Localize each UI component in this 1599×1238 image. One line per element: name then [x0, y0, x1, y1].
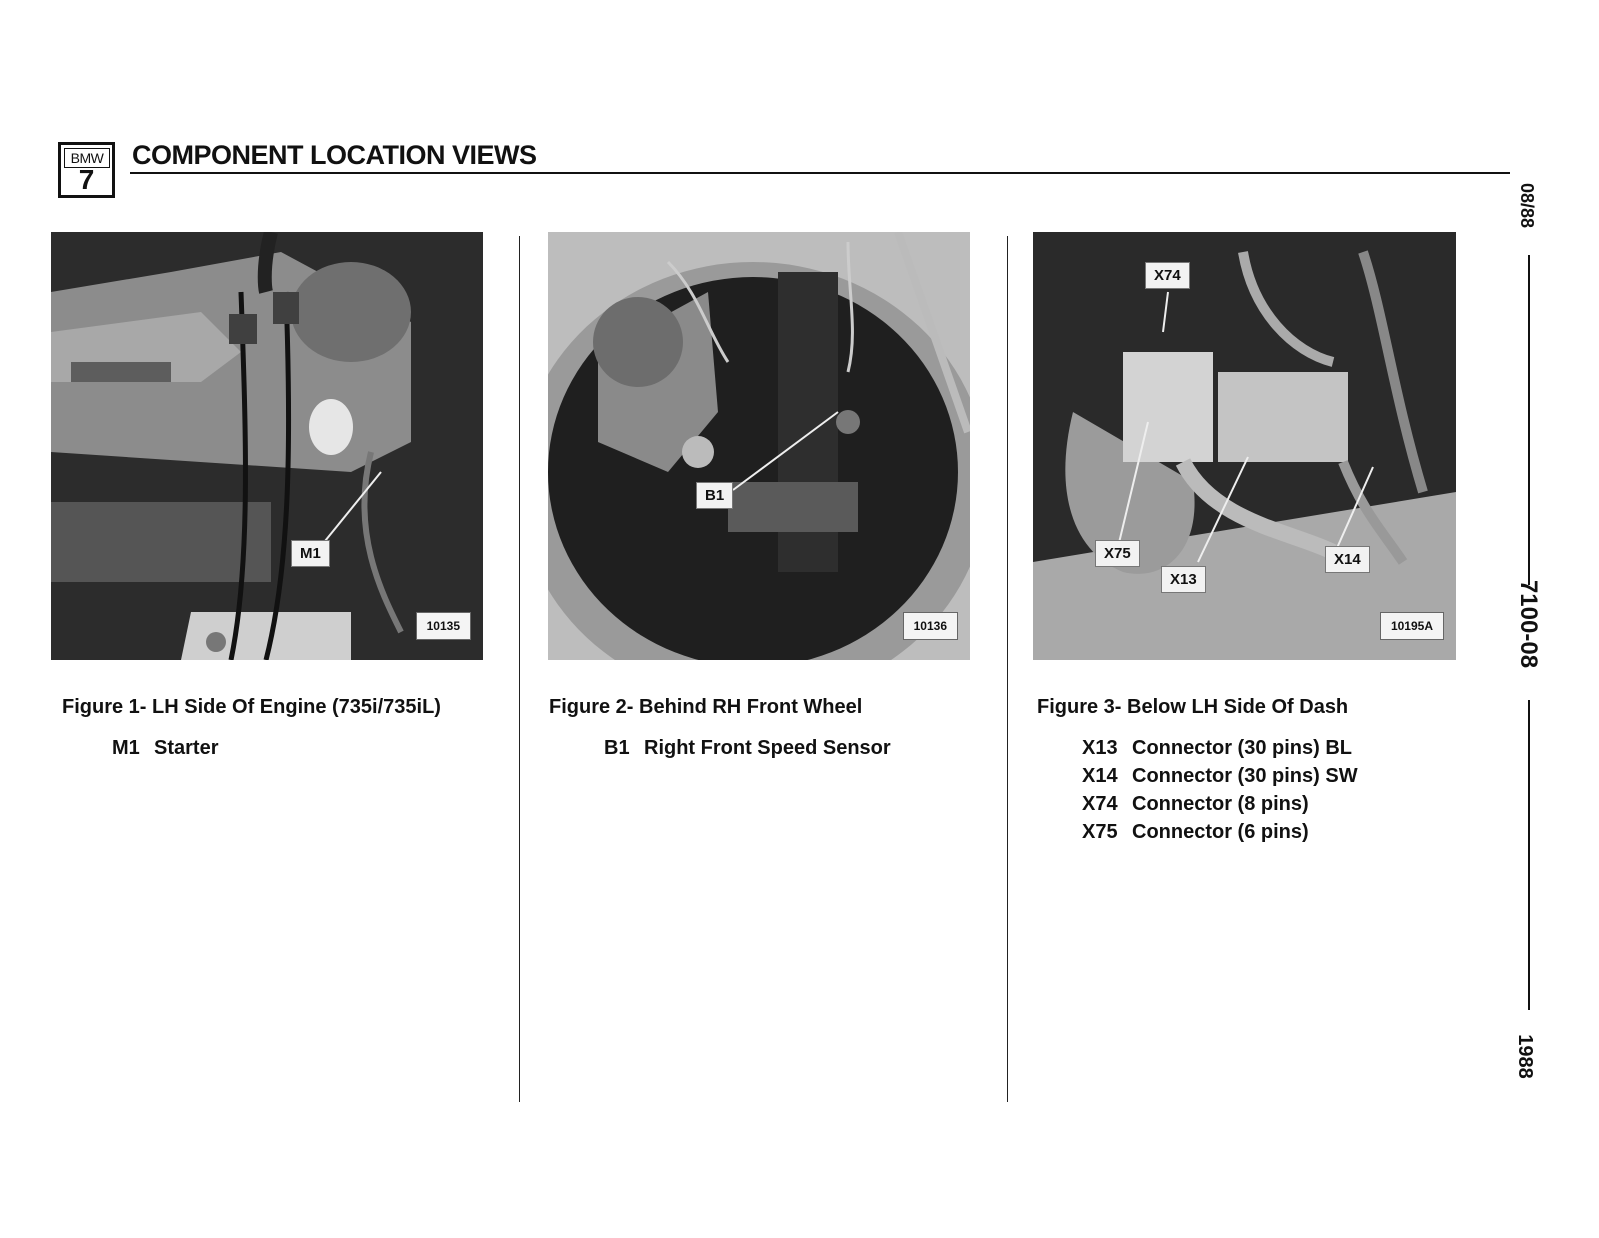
- legend-text: Starter: [154, 737, 219, 759]
- legend-item: [112, 734, 218, 762]
- engine-photo-graphic: [51, 232, 483, 660]
- legend-code: X13: [1082, 737, 1118, 759]
- callout-m1: M1: [291, 540, 330, 567]
- side-section: 7100-08: [1515, 579, 1543, 669]
- legend-code: B1: [604, 737, 630, 759]
- figure-3-caption: Figure 3- Below LH Side Of Dash: [1037, 696, 1349, 718]
- logo-series-number: 7: [78, 164, 95, 195]
- legend-code: X75: [1082, 821, 1118, 843]
- bmw-7-series-logo: [58, 142, 115, 198]
- figure-2-caption: Figure 2- Behind RH Front Wheel: [549, 696, 863, 718]
- legend-text: Connector (30 pins) BL: [1132, 737, 1353, 759]
- legend-text: Connector (8 pins): [1132, 793, 1309, 815]
- side-year: 1988: [1513, 1034, 1536, 1079]
- figure-1-caption: Figure 1- LH Side Of Engine (735i/735iL): [62, 696, 441, 718]
- logo-brand-text: BMW: [64, 148, 110, 168]
- callout-x75: X75: [1095, 540, 1140, 567]
- side-line-2: [1528, 700, 1530, 1010]
- legend-item: [1082, 762, 1358, 790]
- wheel-well-photo-graphic: [548, 232, 970, 660]
- callout-x74: X74: [1145, 262, 1190, 289]
- callout-x14: X14: [1325, 546, 1370, 573]
- legend-text: Connector (6 pins): [1132, 821, 1309, 843]
- legend-item: [604, 734, 891, 762]
- side-line-1: [1528, 255, 1530, 585]
- legend-item: [1082, 734, 1358, 762]
- side-margin: [1510, 175, 1550, 1115]
- page-title: COMPONENT LOCATION VIEWS: [132, 140, 537, 170]
- dash-connectors-photo-graphic: [1033, 232, 1456, 660]
- side-date: 08/88: [1517, 182, 1538, 229]
- photo-id-figure-1: 10135: [416, 612, 471, 640]
- figure-3-photo: [1033, 232, 1456, 660]
- legend-text: Connector (30 pins) SW: [1132, 765, 1358, 787]
- legend-item: [1082, 818, 1358, 846]
- column-divider-1: [519, 236, 520, 1102]
- header-rule: [130, 172, 1510, 174]
- callout-x13: X13: [1161, 566, 1206, 593]
- legend-text: Right Front Speed Sensor: [644, 737, 891, 759]
- figure-1-legend: [112, 734, 218, 762]
- photo-id-figure-2: 10136: [903, 612, 958, 640]
- figure-2-photo: [548, 232, 970, 660]
- figure-2-legend: [604, 734, 891, 762]
- column-divider-2: [1007, 236, 1008, 1102]
- legend-code: M1: [112, 737, 140, 759]
- figure-3-legend: [1082, 734, 1358, 846]
- legend-code: X14: [1082, 765, 1118, 787]
- callout-b1: B1: [696, 482, 733, 509]
- figure-1-photo: [51, 232, 483, 660]
- legend-item: [1082, 790, 1358, 818]
- photo-id-figure-3: 10195A: [1380, 612, 1444, 640]
- legend-code: X74: [1082, 793, 1118, 815]
